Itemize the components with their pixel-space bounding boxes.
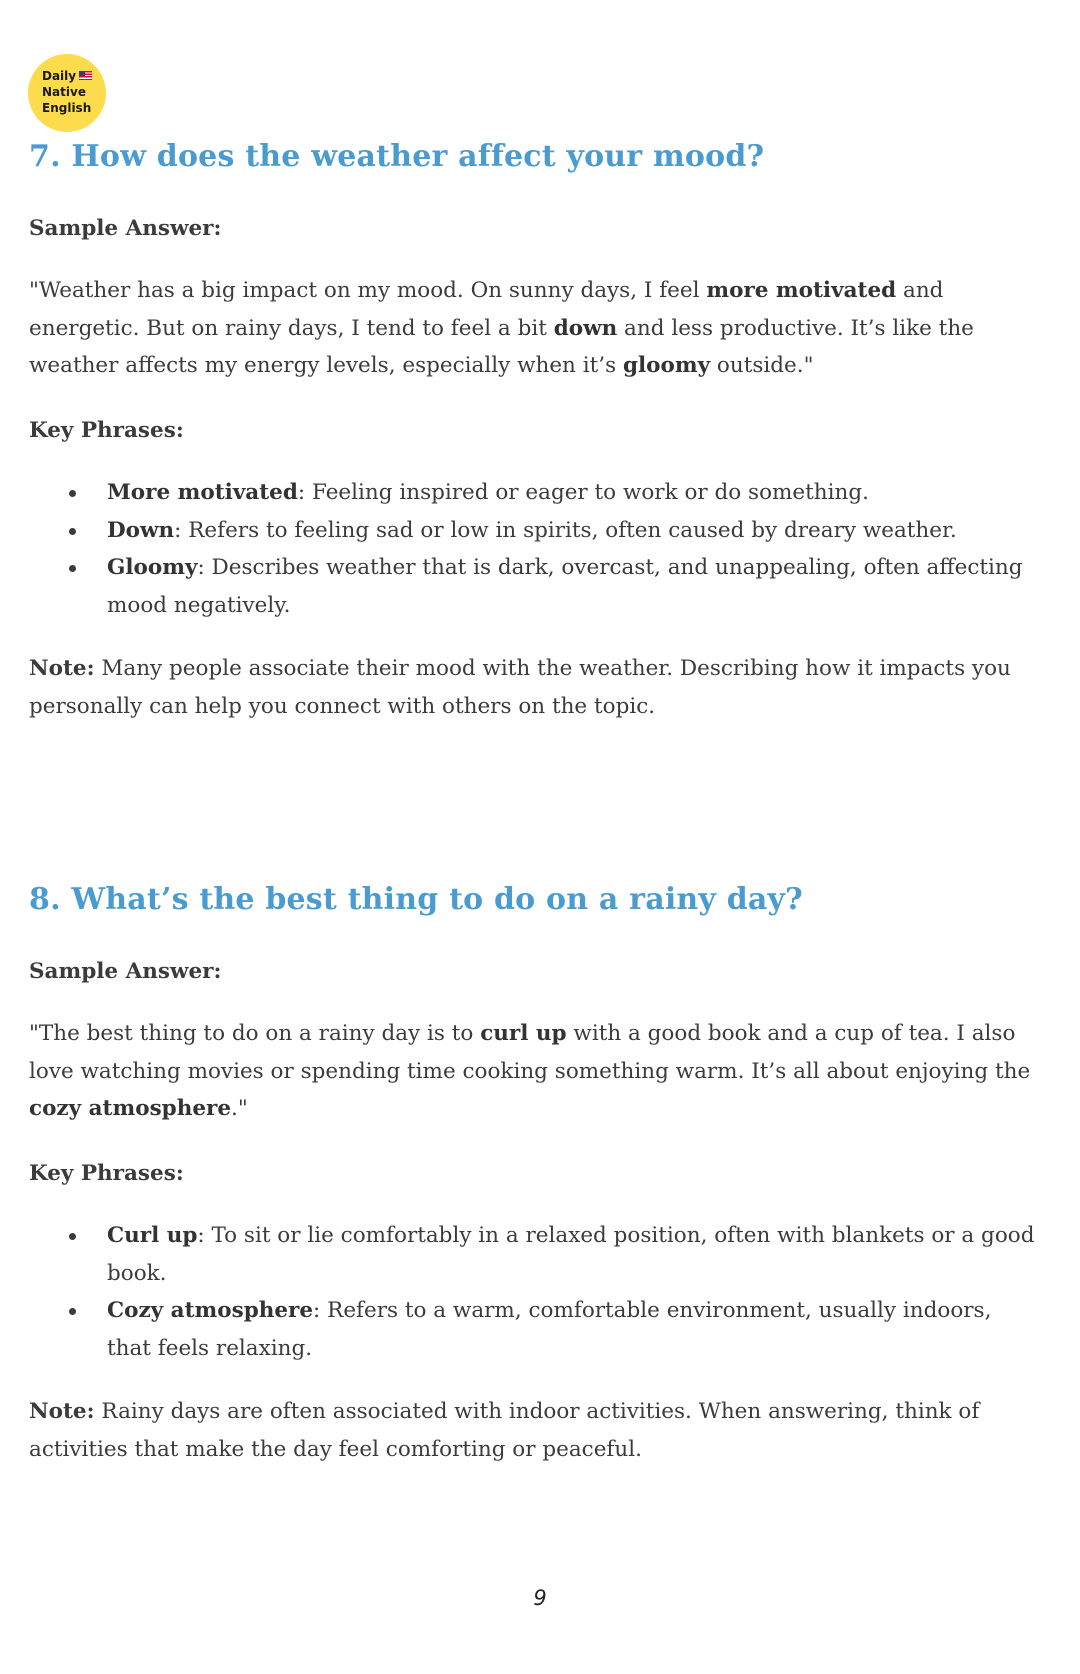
section-8-key-label	[29, 1155, 1039, 1193]
answer-text: "The best thing to do on a rainy day is to	[29, 1021, 481, 1046]
phrase-definition: : Refers to feeling sad or low in spirits, often caused by dreary weather.	[174, 517, 957, 543]
note-text: Rainy days are often associated with indoor activities. When answering, think of activities that make the day feel comforting or peaceful.	[29, 1399, 980, 1462]
answer-text: "Weather has a big impact on my mood. On sunny days, I feel	[29, 278, 707, 303]
logo-line-3: English	[42, 101, 92, 115]
section-7-sample-label	[29, 210, 1039, 248]
answer-text: with a good book and a cup of tea. I also love watching movies or spending time cooking something warm. It’s all about enjoying the	[29, 1021, 1031, 1084]
phrase-term: More motivated	[107, 480, 298, 505]
logo-line-2: Native	[42, 85, 86, 99]
phrase-definition: : Feeling inspired or eager to work or do something.	[297, 480, 869, 505]
section-8-answer	[29, 1015, 1039, 1128]
phrase-term: Cozy atmosphere	[107, 1298, 314, 1323]
phrase-definition: : Refers to a warm, comfortable environment, usually indoors, that feels relaxing.	[107, 1298, 992, 1361]
answer-bold: gloomy	[622, 353, 711, 378]
list-item	[29, 1292, 1039, 1367]
note-label: Note:	[29, 1399, 95, 1424]
list-item	[29, 512, 1039, 550]
answer-bold: curl up	[480, 1021, 567, 1046]
section-7-note	[29, 650, 1039, 725]
phrase-term: Gloomy	[107, 555, 198, 580]
sample-answer-label: Sample Answer:	[29, 959, 222, 984]
list-item	[29, 474, 1039, 512]
note-label: Note:	[29, 656, 95, 681]
phrase-definition: : Describes weather that is dark, overcast, and unappealing, often affecting mood negatively.	[107, 555, 1023, 618]
phrase-term: Down	[107, 517, 175, 543]
phrase-term: Curl up	[107, 1223, 198, 1248]
section-7-phrases-list	[29, 474, 1039, 624]
note-text: Many people associate their mood with the weather. Describing how it impacts you personally can help you connect with others on the topic.	[29, 656, 1011, 719]
answer-text: ."	[231, 1096, 248, 1121]
list-item	[29, 1217, 1039, 1292]
answer-text: and energetic. But on rainy days, I tend to feel a bit	[29, 278, 944, 341]
key-phrases-label: Key Phrases:	[29, 1161, 184, 1186]
answer-bold: more motivated	[706, 278, 897, 303]
section-7-title: 7. How does the weather affect your mood?	[29, 139, 765, 174]
phrase-definition: : To sit or lie comfortably in a relaxed position, often with blankets or a good book.	[107, 1223, 1035, 1286]
logo-line-1: Daily	[42, 69, 77, 83]
answer-text: and less productive. It’s like the weather affects my energy levels, especially when it’s	[29, 315, 974, 378]
section-7-answer	[29, 272, 1039, 385]
brand-logo	[28, 54, 106, 132]
answer-text: outside."	[710, 353, 814, 378]
page-number: 9	[533, 1586, 547, 1610]
sample-answer-label: Sample Answer:	[29, 216, 222, 241]
section-8-sample-label	[29, 953, 1039, 991]
key-phrases-label: Key Phrases:	[29, 418, 184, 443]
section-8-note	[29, 1393, 1039, 1468]
answer-bold: cozy atmosphere	[29, 1096, 232, 1121]
section-8-phrases-list	[29, 1217, 1039, 1367]
section-8-title: 8. What’s the best thing to do on a rainy day?	[29, 882, 803, 917]
answer-bold: down	[553, 315, 618, 341]
section-7-key-label	[29, 412, 1039, 450]
us-flag-icon	[79, 71, 92, 80]
list-item	[29, 549, 1039, 624]
